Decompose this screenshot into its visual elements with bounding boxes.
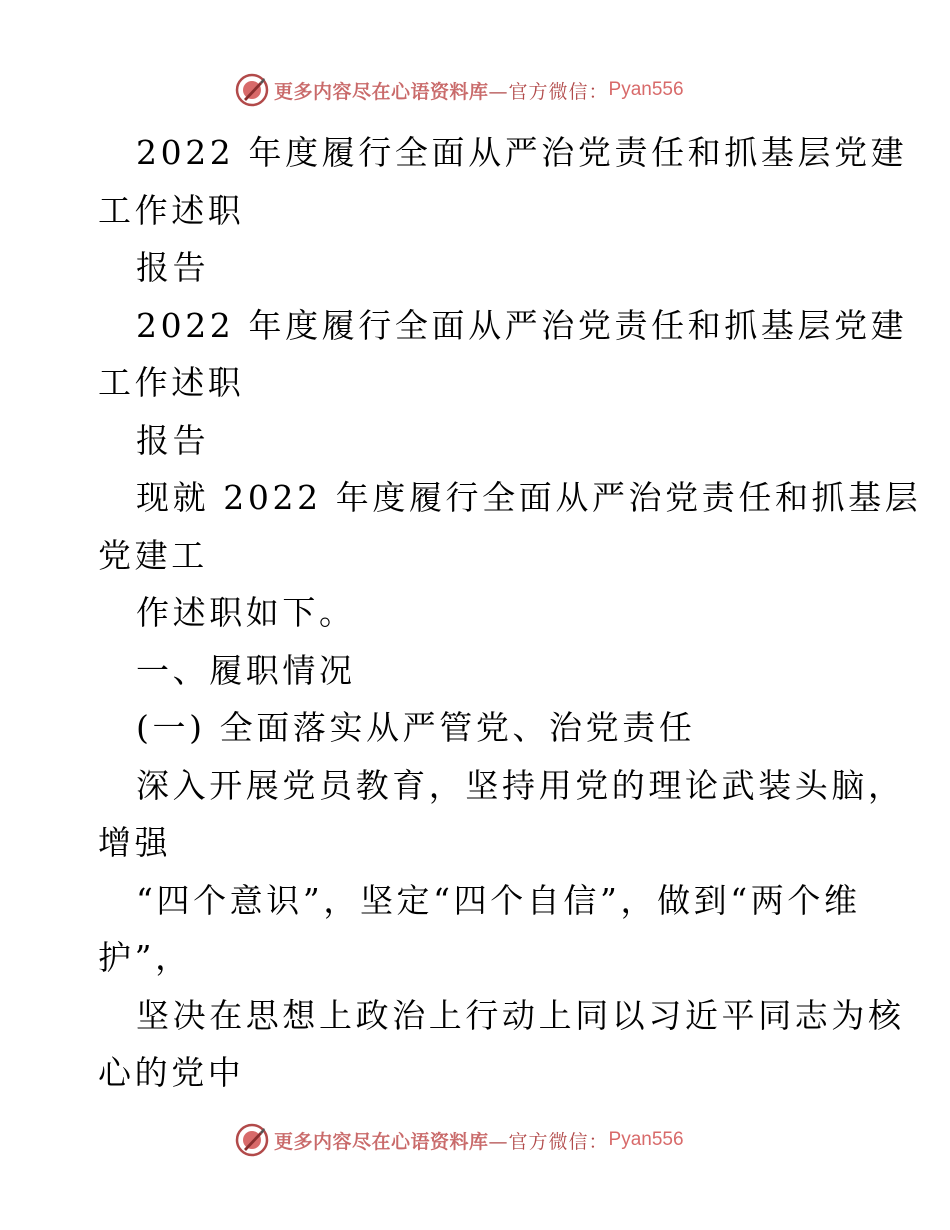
text-line: 现就 2022 年度履行全面从严治党责任和抓基层 [136, 478, 922, 517]
watermark-wechat-label: —官方微信： [488, 1130, 609, 1153]
watermark-wechat-label: —官方微信： [488, 80, 609, 103]
text-line: 深入开展党员教育，坚持用党的理论武装头脑， [136, 765, 905, 805]
text-line: 报告 [136, 420, 210, 460]
text-line: 坚决在思想上政治上行动上同以习近平同志为核 [136, 995, 905, 1035]
text-line: 作述职如下。 [136, 593, 356, 632]
watermark-wechat-id: Pyan556 [608, 79, 684, 100]
text-line: 心的党中 [98, 1053, 245, 1092]
text-line: 工作述职 [98, 363, 245, 402]
section-heading: 一、履职情况 [136, 650, 356, 690]
subsection-heading: (一) 全面落实从严管党、治党责任 [136, 708, 696, 747]
text-line: 党建工 [98, 535, 208, 575]
footer-watermark [234, 1120, 734, 1160]
pen-logo-icon [234, 1122, 270, 1158]
watermark-text: 更多内容尽在心语资料库 [274, 80, 489, 103]
watermark-text: 更多内容尽在心语资料库 [274, 1130, 489, 1153]
text-line: 2022 年度履行全面从严治党责任和抓基层党建 [136, 305, 908, 345]
text-line: “四个意识”，坚定“四个自信”，做到“两个维 [136, 880, 861, 920]
pen-logo-icon [234, 72, 270, 108]
text-line: 护”， [98, 938, 192, 977]
text-line: 报告 [136, 248, 210, 287]
watermark-wechat-id: Pyan556 [608, 1129, 684, 1150]
text-line: 2022 年度履行全面从严治党责任和抓基层党建 [136, 133, 908, 172]
header-watermark [234, 70, 734, 110]
document-body [98, 124, 922, 1102]
text-line: 增强 [98, 823, 172, 862]
text-line: 工作述职 [98, 190, 245, 230]
